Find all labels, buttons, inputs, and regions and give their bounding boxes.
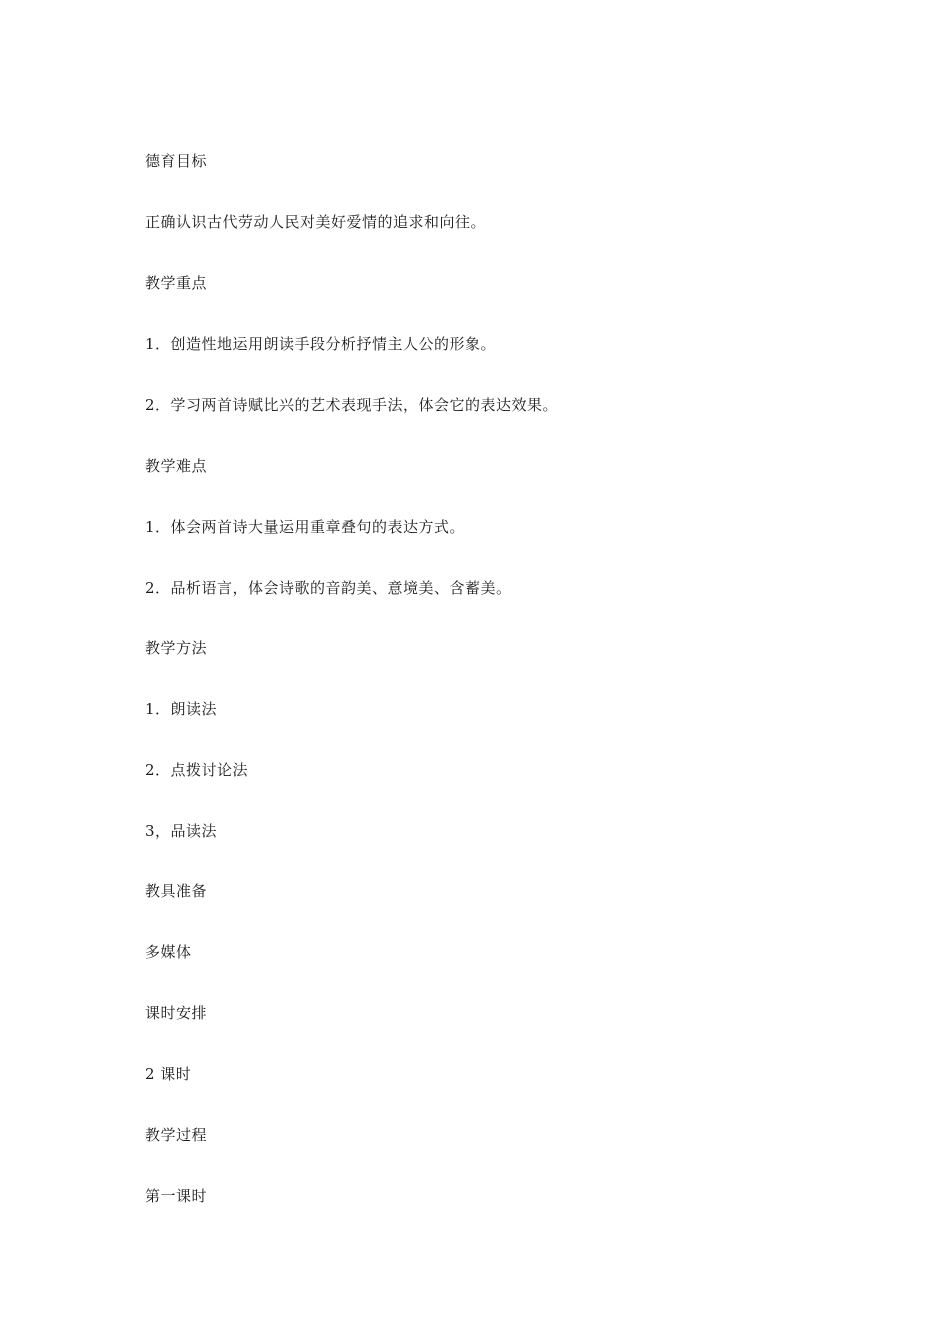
schedule-text: 2 课时	[145, 1065, 192, 1083]
focus-item-1: 1．创造性地运用朗读手段分析抒情主人公的形象。	[145, 335, 497, 353]
method-item-3: 3，品读法	[145, 822, 218, 840]
heading-teaching-difficulty: 教学难点	[145, 457, 208, 475]
heading-teaching-process: 教学过程	[145, 1126, 208, 1144]
method-item-1: 1．朗读法	[145, 700, 218, 718]
heading-schedule: 课时安排	[145, 1004, 208, 1022]
method-item-2: 2．点拨讨论法	[145, 761, 249, 779]
heading-teaching-method: 教学方法	[145, 639, 208, 657]
heading-teaching-focus: 教学重点	[145, 274, 208, 292]
difficulty-item-2: 2．品析语言，体会诗歌的音韵美、意境美、含蓄美。	[145, 579, 512, 597]
heading-teaching-aids: 教具准备	[145, 882, 208, 900]
difficulty-item-1: 1．体会两首诗大量运用重章叠句的表达方式。	[145, 518, 466, 536]
heading-first-lesson: 第一课时	[145, 1187, 208, 1205]
teaching-aids-text: 多媒体	[145, 943, 192, 961]
heading-moral-goal: 德育目标	[145, 152, 208, 170]
paragraph-moral-goal: 正确认识古代劳动人民对美好爱情的追求和向往。	[145, 213, 487, 231]
focus-item-2: 2．学习两首诗赋比兴的艺术表现手法，体会它的表达效果。	[145, 396, 559, 414]
